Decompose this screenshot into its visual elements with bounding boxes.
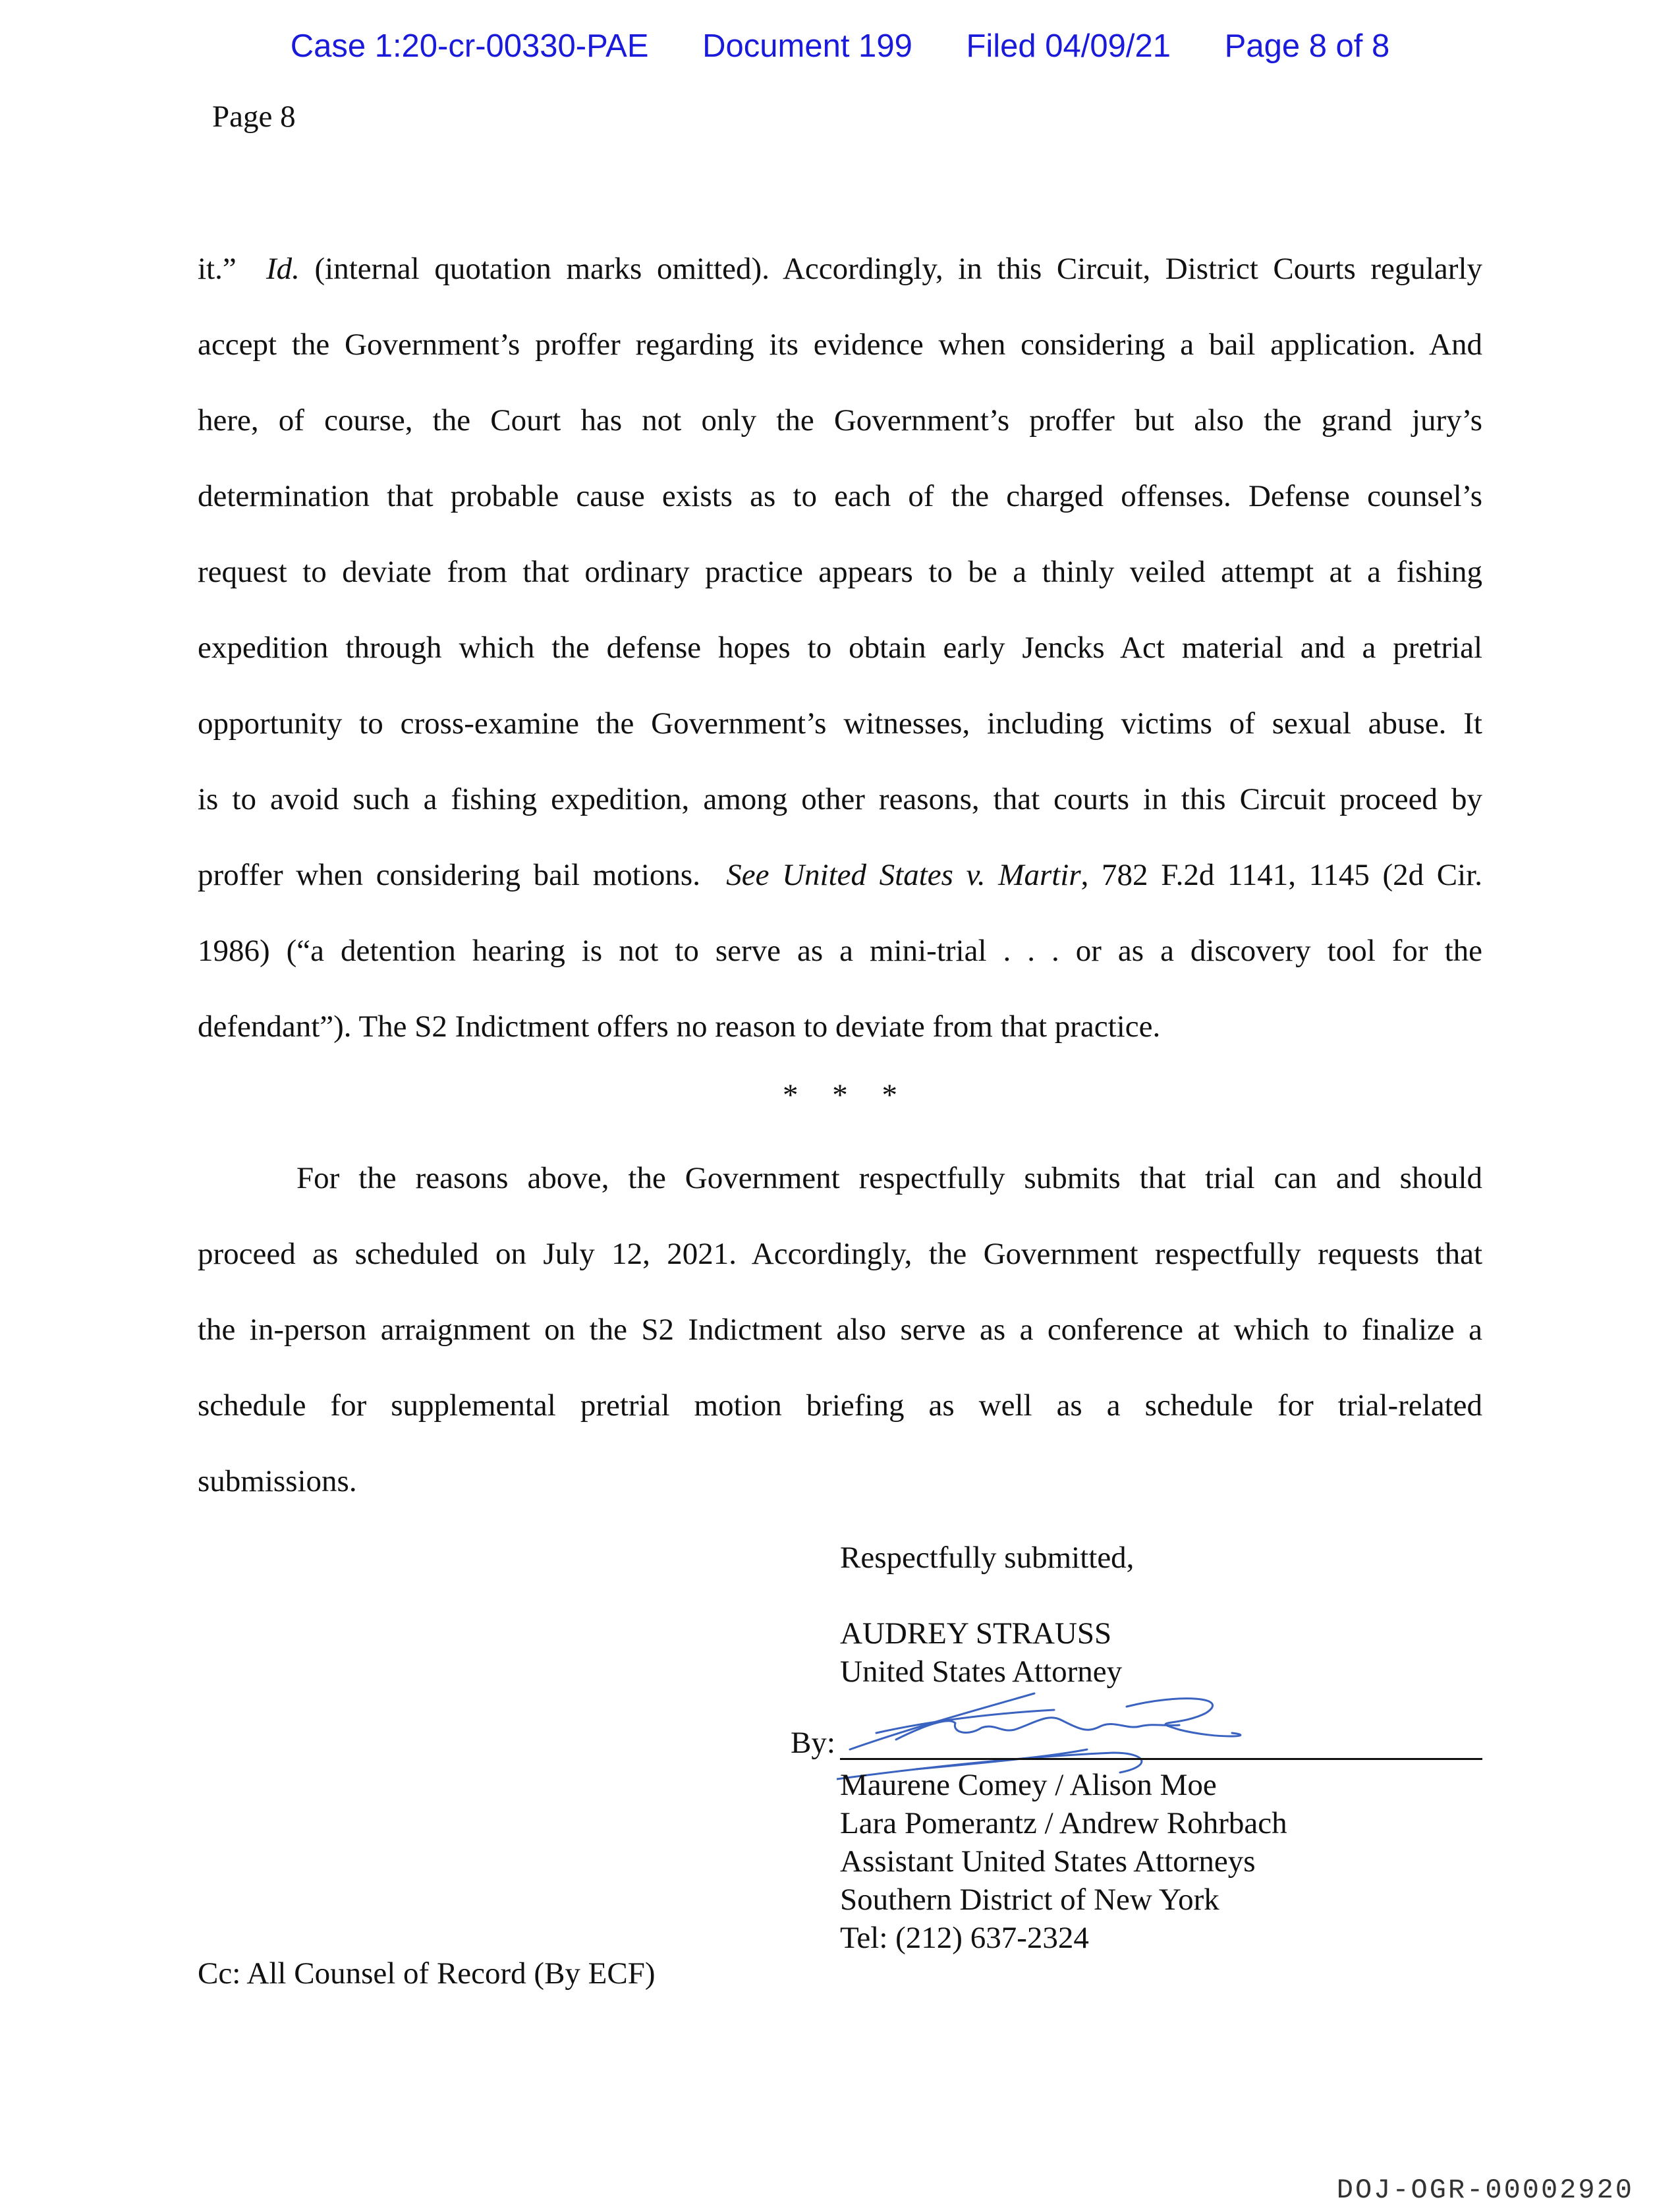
page-label: Page 8 xyxy=(212,99,296,134)
body-line: proceed as scheduled on July 12, 2021. Accordingly, the Government respectfully requests that xyxy=(198,1237,1482,1271)
filed-date: Filed 04/09/21 xyxy=(966,28,1171,64)
signers-line-1: Maurene Comey / Alison Moe xyxy=(840,1768,1217,1802)
case-number: Case 1:20-cr-00330-PAE xyxy=(290,28,649,64)
body-line: opportunity to cross-examine the Government’s witnesses, including victims of sexual abuse. It xyxy=(198,706,1482,741)
body-line: it.” Id. (internal quotation marks omitted). Accordingly, in this Circuit, District Courts regularly xyxy=(198,252,1483,286)
cc-line: Cc: All Counsel of Record (By ECF) xyxy=(198,1956,656,1991)
body-line: determination that probable cause exists as to each of the charged offenses. Defense counsel’s xyxy=(198,479,1482,513)
body-line: is to avoid such a fishing expedition, among other reasons, that courts in this Circuit proceed by xyxy=(198,782,1482,816)
body-line: the in-person arraignment on the S2 Indictment also serve as a conference at which to finalize a xyxy=(198,1313,1482,1347)
body-line: request to deviate from that ordinary practice appears to be a thinly veiled attempt at a fishing xyxy=(198,555,1482,589)
closing: Respectfully submitted, xyxy=(840,1541,1134,1575)
body-line: accept the Government’s proffer regarding its evidence when considering a bail application. And xyxy=(198,327,1482,362)
bates-number: DOJ-OGR-00002920 xyxy=(1336,2174,1634,2206)
signers-line-2: Lara Pomerantz / Andrew Rohrbach xyxy=(840,1806,1287,1840)
body-line: expedition through which the defense hopes to obtain early Jencks Act material and a pretrial xyxy=(198,631,1482,665)
attorney-name: AUDREY STRAUSS xyxy=(840,1616,1112,1651)
body-line: schedule for supplemental pretrial motion briefing as well as a schedule for trial-related xyxy=(198,1388,1482,1423)
case-citation: See United States v. Martir xyxy=(726,858,1081,892)
ecf-header xyxy=(0,28,1680,65)
signers-title: Assistant United States Attorneys xyxy=(840,1844,1256,1879)
body-line: 1986) (“a detention hearing is not to serve as a mini-trial . . . or as a discovery tool for the xyxy=(198,934,1482,968)
body-line: proffer when considering bail motions. See United States v. Martir, 782 F.2d 1141, 1145 (2d Cir. xyxy=(198,858,1482,892)
office: Southern District of New York xyxy=(840,1883,1219,1917)
body-line: here, of course, the Court has not only the Government’s proffer but also the grand jury’s xyxy=(198,403,1482,438)
body-line: submissions. xyxy=(198,1464,357,1498)
attorney-title: United States Attorney xyxy=(840,1655,1123,1689)
by-label: By: xyxy=(791,1726,835,1760)
telephone: Tel: (212) 637-2324 xyxy=(840,1921,1089,1955)
page-count: Page 8 of 8 xyxy=(1224,28,1390,64)
section-separator: * * * xyxy=(783,1078,897,1112)
body-line: For the reasons above, the Government respectfully submits that trial can and should xyxy=(296,1161,1482,1195)
signature-line xyxy=(840,1758,1482,1760)
body-line: defendant”). The S2 Indictment offers no reason to deviate from that practice. xyxy=(198,1009,1161,1044)
document-number: Document 199 xyxy=(702,28,912,64)
